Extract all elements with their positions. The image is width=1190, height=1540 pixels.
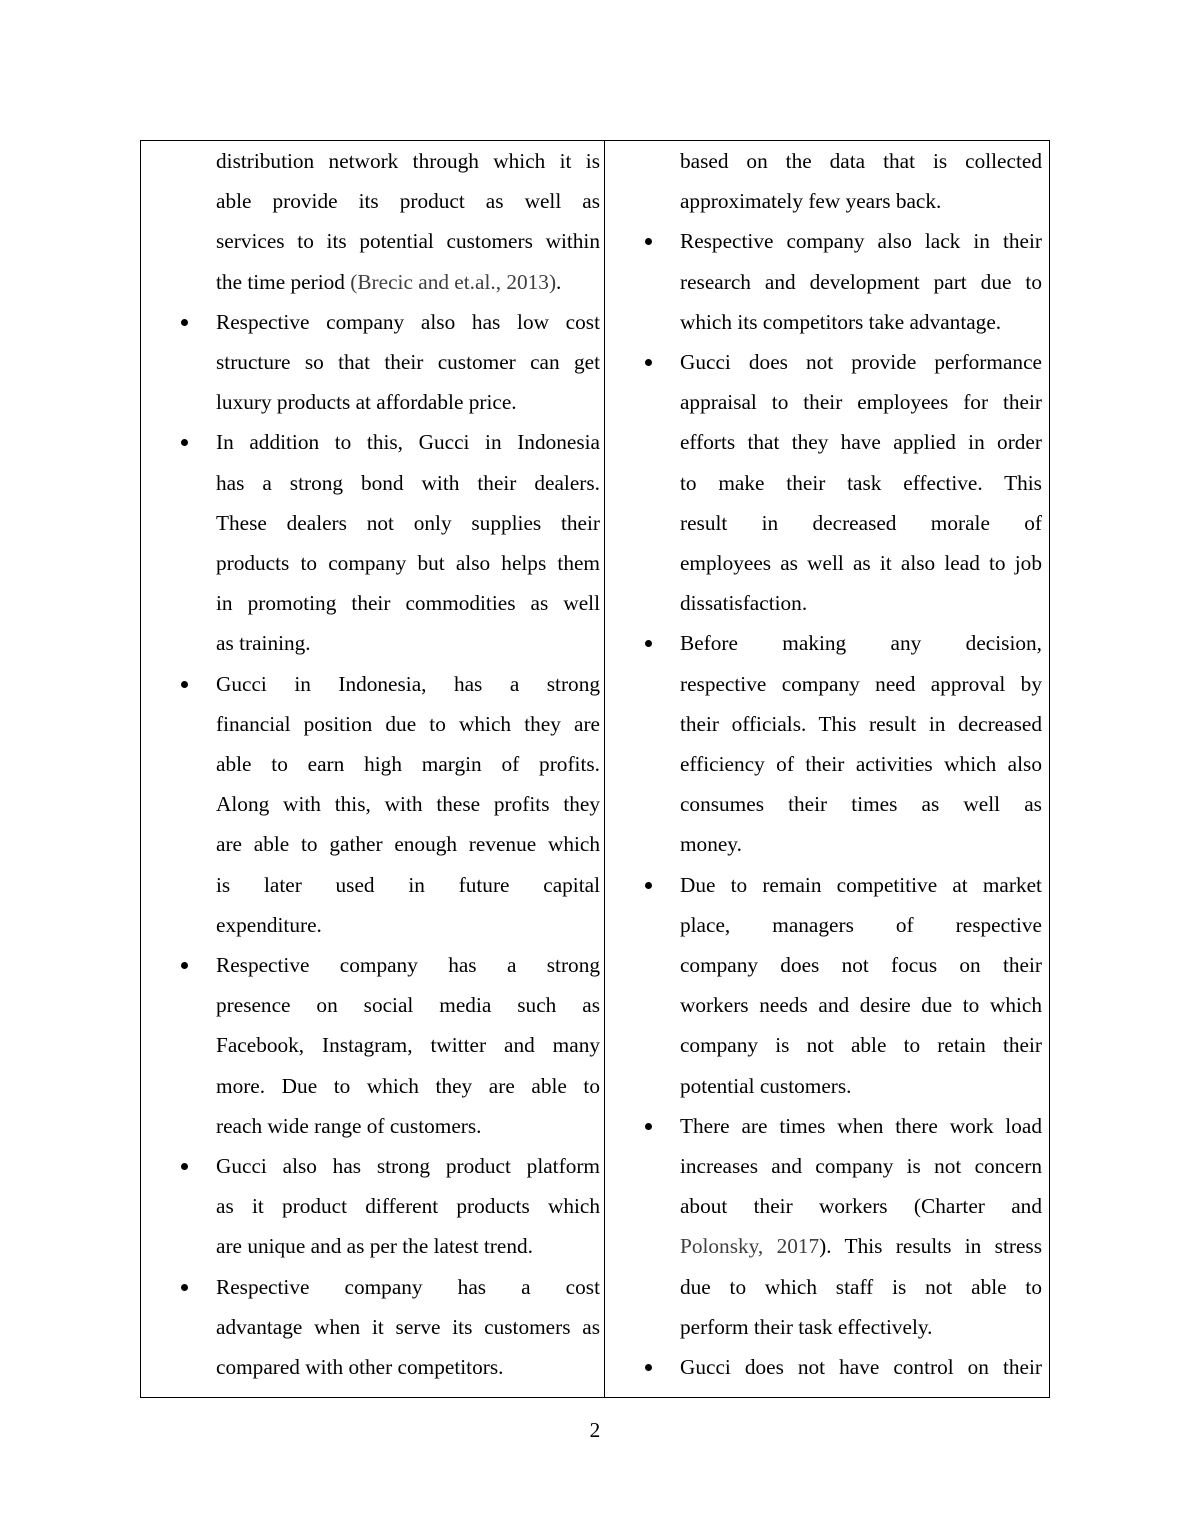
line-text: employees as well as it also lead to job: [679, 551, 1042, 575]
line-text: approximately few years back.: [679, 189, 942, 214]
table-cell-left: [141, 141, 605, 1397]
line-text: their officials. This result in decreased: [679, 711, 1042, 736]
line-text: Respective company has a strong: [216, 953, 600, 977]
text-line: [216, 1186, 600, 1226]
bullet-icon: [645, 640, 652, 647]
text-line: [680, 422, 1042, 462]
line-text: due to which staff is not able to: [679, 1274, 1042, 1299]
text-line: [680, 1347, 1042, 1387]
text-line: [216, 744, 600, 784]
text-line: [216, 503, 600, 543]
text-line: [680, 945, 1042, 985]
line-text: There are times when there work load: [679, 1113, 1042, 1138]
bullet-icon: [181, 681, 188, 688]
text-line: [680, 302, 1042, 342]
text-line: [216, 1146, 600, 1186]
text-line: [216, 704, 600, 744]
line-text: increases and company is not concern: [679, 1154, 1042, 1178]
text-line: [216, 141, 600, 181]
line-text: more. Due to which they are able to: [216, 1073, 600, 1098]
bullet-icon: [645, 882, 652, 889]
line-text: Gucci in Indonesia, has a strong: [216, 671, 600, 696]
text-line: [680, 985, 1042, 1025]
text-line: [680, 905, 1042, 945]
line-text-after: .: [556, 269, 562, 294]
line-text: has a strong bond with their dealers.: [216, 470, 600, 495]
text-line: [216, 181, 600, 221]
content-table: [140, 140, 1050, 1398]
citation: Polonsky, 2017: [679, 1234, 820, 1259]
text-line: [216, 1106, 600, 1146]
line-text: efforts that they have applied in order: [679, 430, 1042, 455]
text-line: [680, 543, 1042, 583]
line-text: distribution network through which it is: [216, 149, 600, 173]
line-text: consumes their times as well as: [679, 792, 1042, 817]
line-text: financial position due to which they are: [216, 711, 600, 736]
text-line: [680, 1307, 1042, 1347]
line-text: respective company need approval by: [679, 671, 1042, 696]
text-line: [680, 865, 1042, 905]
bullet-icon: [181, 439, 188, 446]
text-line: [680, 181, 1042, 221]
page-number: 2: [589, 1418, 601, 1442]
bullet-icon: [181, 319, 188, 326]
text-line: [216, 1025, 600, 1065]
line-text: as it product different products which: [216, 1194, 600, 1219]
bullet-icon: [181, 1284, 188, 1291]
bullet-icon: [181, 1163, 188, 1170]
text-line: [680, 342, 1042, 382]
line-text: are unique and as per the latest trend.: [216, 1234, 533, 1259]
line-text: Along with this, with these profits they: [216, 792, 600, 817]
text-line: [680, 1106, 1042, 1146]
text-line: [680, 1025, 1042, 1065]
text-line: [680, 704, 1042, 744]
text-line: [216, 664, 600, 704]
line-text: products to company but also helps them: [216, 551, 600, 575]
line-text: which its competitors take advantage.: [679, 309, 1002, 334]
text-line: [216, 1307, 600, 1347]
line-text: Gucci does not have control on their: [679, 1355, 1042, 1379]
text-line: [216, 221, 600, 261]
line-text: about their workers (Charter and: [679, 1194, 1042, 1219]
text-line: [216, 945, 600, 985]
line-text: compared with other competitors.: [216, 1355, 504, 1379]
line-text: perform their task effectively.: [679, 1314, 933, 1339]
line-text: as training.: [216, 631, 311, 656]
text-line: [680, 1186, 1042, 1226]
line-text: In addition to this, Gucci in Indonesia: [216, 430, 600, 455]
text-line: [680, 1146, 1042, 1186]
text-line: [216, 422, 600, 462]
line-text: company is not able to retain their: [679, 1033, 1042, 1058]
text-line: [216, 1226, 600, 1266]
line-text: able provide its product as well as: [216, 189, 600, 214]
line-text: place, managers of respective: [679, 912, 1042, 937]
line-text: Before making any decision,: [679, 631, 1042, 656]
line-text: to make their task effective. This: [679, 470, 1042, 495]
line-text: Gucci does not provide performance: [679, 350, 1042, 374]
line-text: Facebook, Instagram, twitter and many: [216, 1033, 600, 1058]
text-line: [216, 543, 600, 583]
text-line: [680, 503, 1042, 543]
line-text: the time period: [216, 269, 351, 294]
text-line: [216, 623, 600, 663]
text-line: [680, 1226, 1042, 1266]
line-text: efficiency of their activities which also: [679, 752, 1042, 776]
line-text: Respective company also lack in their: [679, 229, 1042, 254]
line-text: presence on social media such as: [216, 993, 600, 1018]
line-text: result in decreased morale of: [679, 510, 1042, 535]
line-text: company does not focus on their: [679, 953, 1042, 977]
citation: (Brecic and et.al., 2013): [350, 269, 557, 294]
line-text-after: ). This results in stress: [819, 1234, 1042, 1259]
text-line: [680, 262, 1042, 302]
line-text: Respective company also has low cost: [216, 309, 600, 334]
line-text: based on the data that is collected: [679, 149, 1042, 173]
bullet-icon: [645, 1364, 652, 1371]
text-line: [680, 583, 1042, 623]
line-text: money.: [679, 832, 742, 857]
bullet-icon: [645, 359, 652, 366]
line-text: research and development part due to: [679, 269, 1042, 294]
line-text: able to earn high margin of profits.: [216, 752, 600, 776]
text-line: [680, 744, 1042, 784]
text-line: [680, 664, 1042, 704]
text-line: [680, 784, 1042, 824]
line-text: structure so that their customer can get: [216, 350, 600, 374]
text-line: [680, 382, 1042, 422]
text-line: [680, 141, 1042, 181]
line-text: are able to gather enough revenue which: [216, 832, 600, 857]
text-line: [216, 382, 600, 422]
line-text: is later used in future capital: [216, 872, 600, 897]
bullet-icon: [645, 238, 652, 245]
text-line: [216, 784, 600, 824]
line-text: Gucci also has strong product platform: [216, 1154, 600, 1178]
text-line: [216, 865, 600, 905]
line-text: services to its potential customers within: [216, 229, 600, 254]
text-line: [680, 221, 1042, 261]
text-line: [216, 985, 600, 1025]
line-text: Respective company has a cost: [216, 1274, 600, 1299]
text-line: [216, 1347, 600, 1387]
bullet-icon: [181, 962, 188, 969]
line-text: reach wide range of customers.: [216, 1113, 482, 1138]
line-text: luxury products at affordable price.: [216, 390, 517, 415]
line-text: dissatisfaction.: [679, 591, 808, 616]
text-line: [680, 1066, 1042, 1106]
line-text: These dealers not only supplies their: [216, 510, 600, 535]
text-line: [216, 463, 600, 503]
text-line: [680, 463, 1042, 503]
text-line: [680, 1267, 1042, 1307]
text-line: [680, 824, 1042, 864]
text-line: [216, 824, 600, 864]
text-line: [216, 1267, 600, 1307]
line-text: appraisal to their employees for their: [679, 390, 1042, 415]
line-text: workers needs and desire due to which: [679, 993, 1042, 1018]
text-line: [216, 262, 600, 302]
text-line: [680, 623, 1042, 663]
line-text: expenditure.: [216, 912, 322, 937]
line-text: advantage when it serve its customers as: [216, 1314, 600, 1339]
text-line: [216, 583, 600, 623]
table-cell-right: [605, 141, 1049, 1397]
text-line: [216, 342, 600, 382]
line-text: potential customers.: [679, 1073, 852, 1098]
text-line: [216, 1066, 600, 1106]
line-text: in promoting their commodities as well: [216, 591, 600, 616]
bullet-icon: [645, 1123, 652, 1130]
line-text: Due to remain competitive at market: [679, 872, 1042, 897]
text-line: [216, 905, 600, 945]
text-line: [216, 302, 600, 342]
